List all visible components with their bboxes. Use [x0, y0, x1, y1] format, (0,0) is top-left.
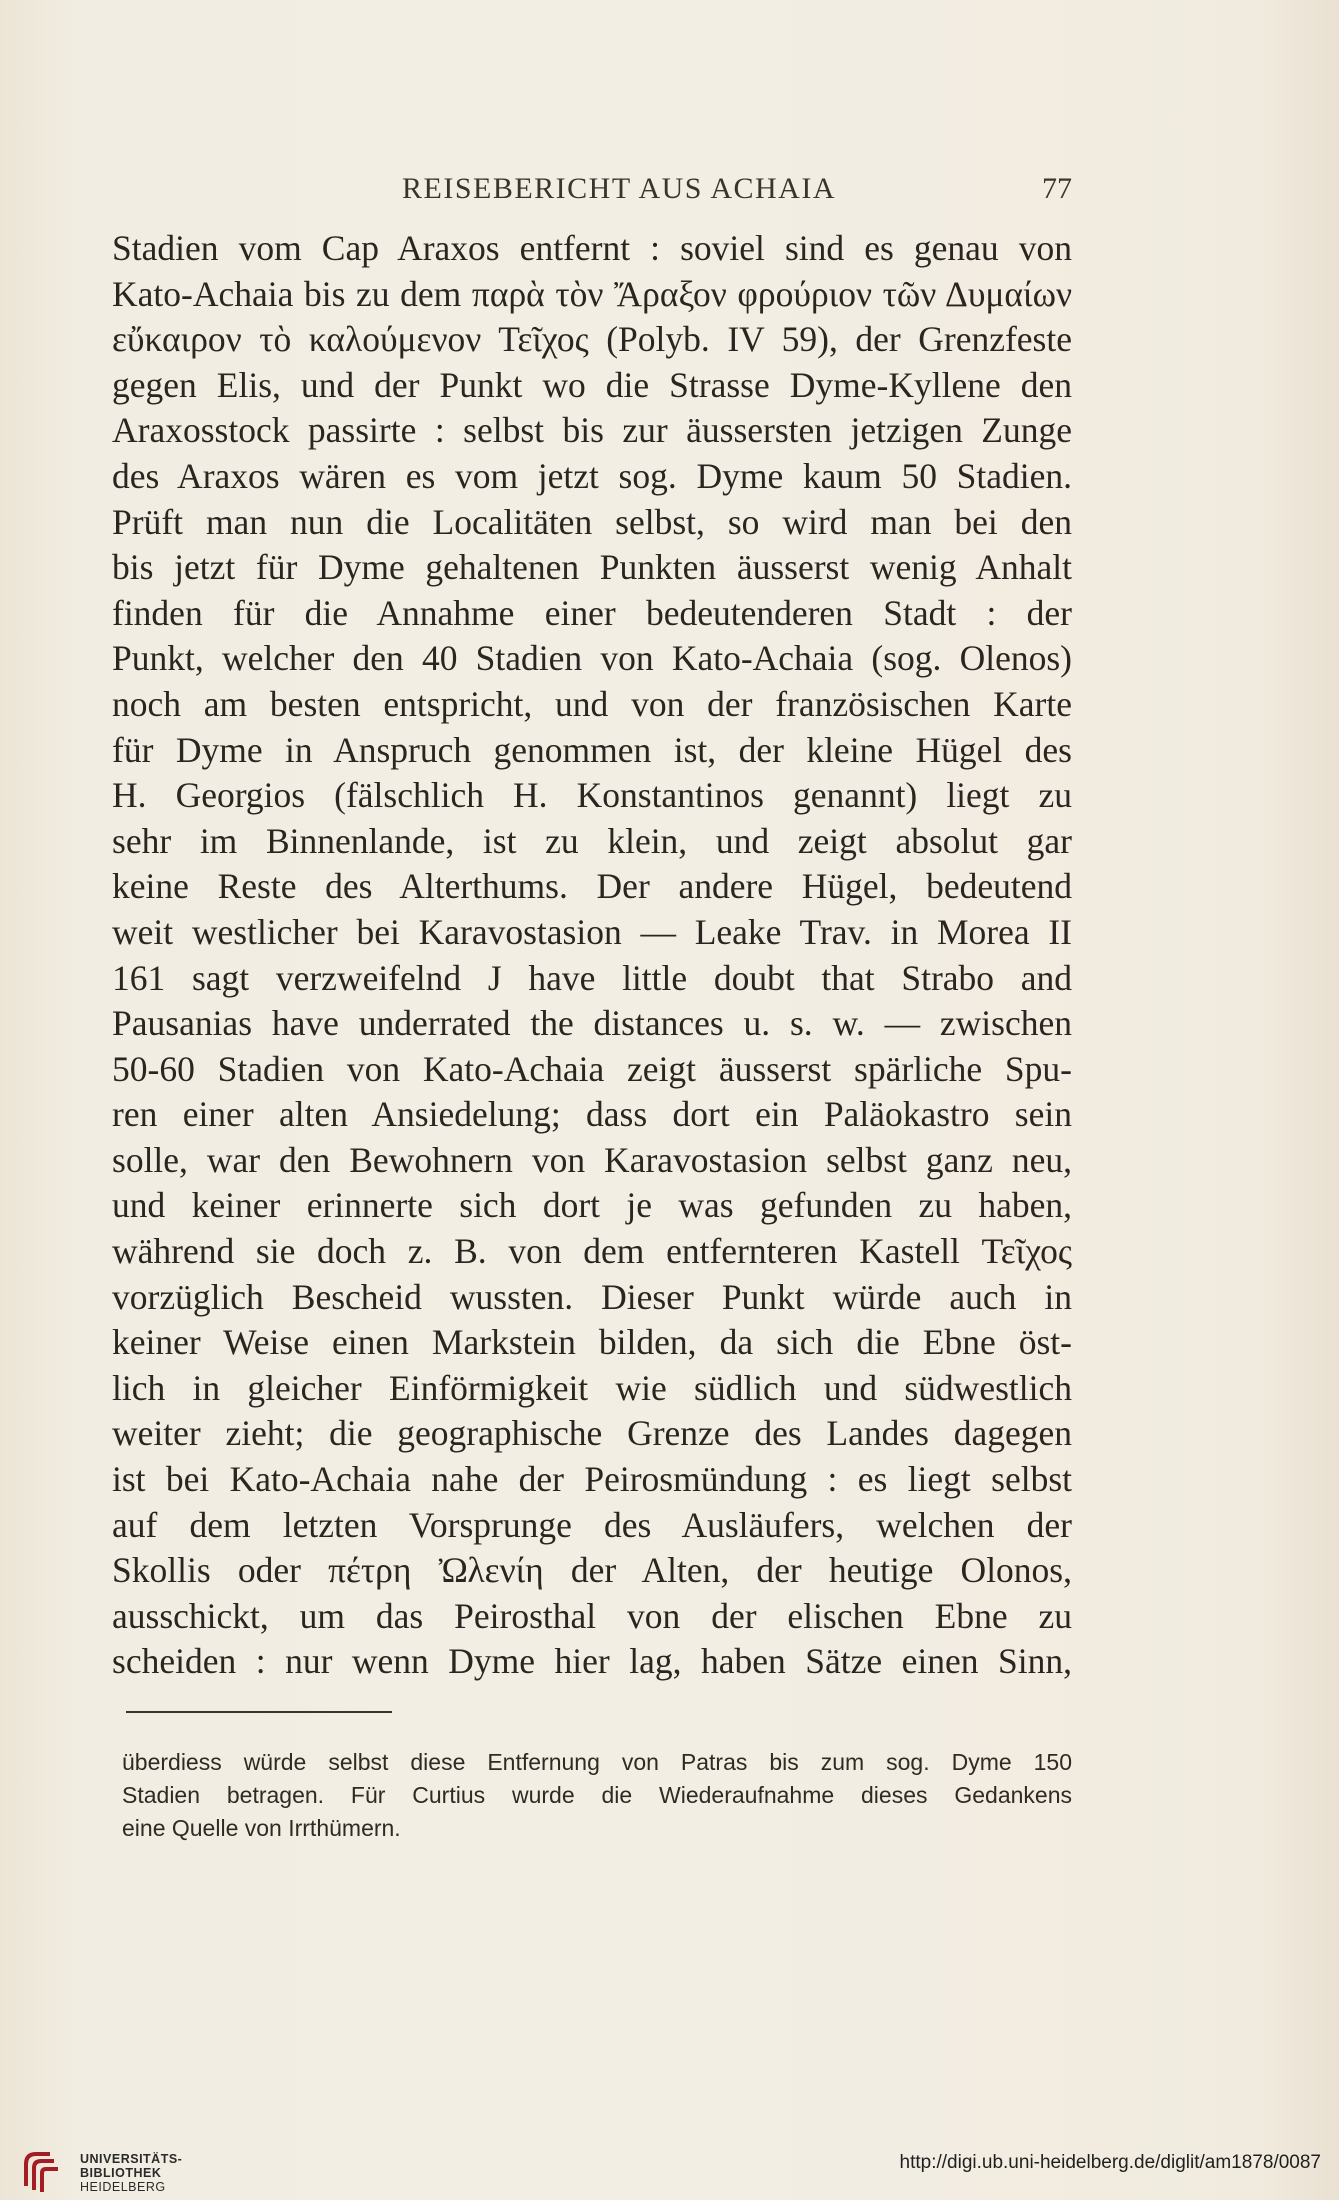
source-url-link[interactable]: http://digi.ub.uni-heidelberg.de/diglit/am1878/0087 [899, 2152, 1321, 2173]
text-line: εὔκαιρον τὸ καλούμενον Τεῖχος (Polyb. IV 59), der Grenzfeste [112, 319, 1072, 360]
text-line: H. Georgios (fälschlich H. Konstantinos genannt) liegt zu [112, 775, 1072, 816]
text-line: des Araxos wären es vom jetzt sog. Dyme kaum 50 Stadien. [112, 455, 1072, 496]
text-line: gegen Elis, und der Punkt wo die Strasse Dyme-Kyllene den [112, 364, 1072, 405]
running-title: REISEBERICHT AUS ACHAIA [402, 172, 836, 205]
text-line: 161 sagt verzweifelnd J have little doubt that Strabo and [112, 957, 1072, 998]
footnote-line: eine Quelle von Irrthümern. [122, 1815, 401, 1841]
footnote-line: Stadien betragen. Für Curtius wurde die Wiederaufnahme dieses Gedankens [122, 1782, 1072, 1808]
main-text-block [112, 226, 1072, 1685]
text-line: bis jetzt für Dyme gehaltenen Punkten äusserst wenig Anhalt [112, 547, 1072, 588]
text-line: ist bei Kato-Achaia nahe der Peirosmündung : es liegt selbst [112, 1459, 1072, 1500]
text-line: noch am besten entspricht, und von der französischen Karte [112, 683, 1072, 724]
page-header [112, 172, 1072, 212]
text-line: vorzüglich Bescheid wussten. Dieser Punkt würde auch in [112, 1276, 1072, 1317]
text-line: Pausanias have underrated the distances u. s. w. — zwischen [112, 1003, 1072, 1044]
text-line: ren einer alten Ansiedelung; dass dort ein Paläokastro sein [112, 1094, 1072, 1135]
text-line: keine Reste des Alterthums. Der andere Hügel, bedeutend [112, 866, 1072, 907]
library-logo-icon [20, 2146, 68, 2194]
text-line: finden für die Annahme einer bedeutenderen Stadt : der [112, 592, 1072, 633]
text-line: ausschickt, um das Peirosthal von der elischen Ebne zu [112, 1595, 1072, 1636]
library-name-line: UNIVERSITÄTS- [80, 2152, 183, 2166]
footnote-divider [126, 1711, 392, 1713]
text-line: sehr im Binnenlande, ist zu klein, und zeigt absolut gar [112, 820, 1072, 861]
text-line: Punkt, welcher den 40 Stadien von Kato-Achaia (sog. Olenos) [112, 638, 1072, 679]
library-name-line: BIBLIOTHEK [80, 2166, 162, 2180]
text-line: Skollis oder πέτρη Ὠλενίη der Alten, der heutige Olonos, [112, 1550, 1072, 1591]
text-line: und keiner erinnerte sich dort je was gefunden zu haben, [112, 1185, 1072, 1226]
library-name-line: HEIDELBERG [80, 2180, 166, 2194]
library-name [80, 2152, 182, 2194]
text-line: keiner Weise einen Markstein bilden, da sich die Ebne öst- [112, 1322, 1072, 1363]
text-line: lich in gleicher Einförmigkeit wie südlich und südwestlich [112, 1367, 1072, 1408]
text-line: für Dyme in Anspruch genommen ist, der kleine Hügel des [112, 729, 1072, 770]
page-number: 77 [1042, 172, 1072, 205]
text-line: Kato-Achaia bis zu dem παρὰ τὸν Ἄραξον φρούριον τῶν Δυμαίων [112, 273, 1072, 314]
digitization-footer [0, 2130, 1339, 2200]
text-line: solle, war den Bewohnern von Karavostasion selbst ganz neu, [112, 1139, 1072, 1180]
footnote-block [122, 1746, 1072, 1845]
text-line: scheiden : nur wenn Dyme hier lag, haben Sätze einen Sinn, [112, 1641, 1072, 1682]
footnote-line: überdiess würde selbst diese Entfernung von Patras bis zum sog. Dyme 150 [122, 1749, 1072, 1775]
text-line: Araxosstock passirte : selbst bis zur äussersten jetzigen Zunge [112, 410, 1072, 451]
text-line: 50-60 Stadien von Kato-Achaia zeigt äusserst spärliche Spu- [112, 1048, 1072, 1089]
text-line: während sie doch z. B. von dem entfernteren Kastell Τεῖχος [112, 1231, 1072, 1272]
text-line: weit westlicher bei Karavostasion — Leake Trav. in Morea II [112, 911, 1072, 952]
text-line: auf dem letzten Vorsprunge des Ausläufers, welchen der [112, 1504, 1072, 1545]
text-line: Prüft man nun die Localitäten selbst, so wird man bei den [112, 501, 1072, 542]
text-line: Stadien vom Cap Araxos entfernt : soviel sind es genau von [112, 228, 1072, 268]
text-line: weiter zieht; die geographische Grenze des Landes dagegen [112, 1413, 1072, 1454]
